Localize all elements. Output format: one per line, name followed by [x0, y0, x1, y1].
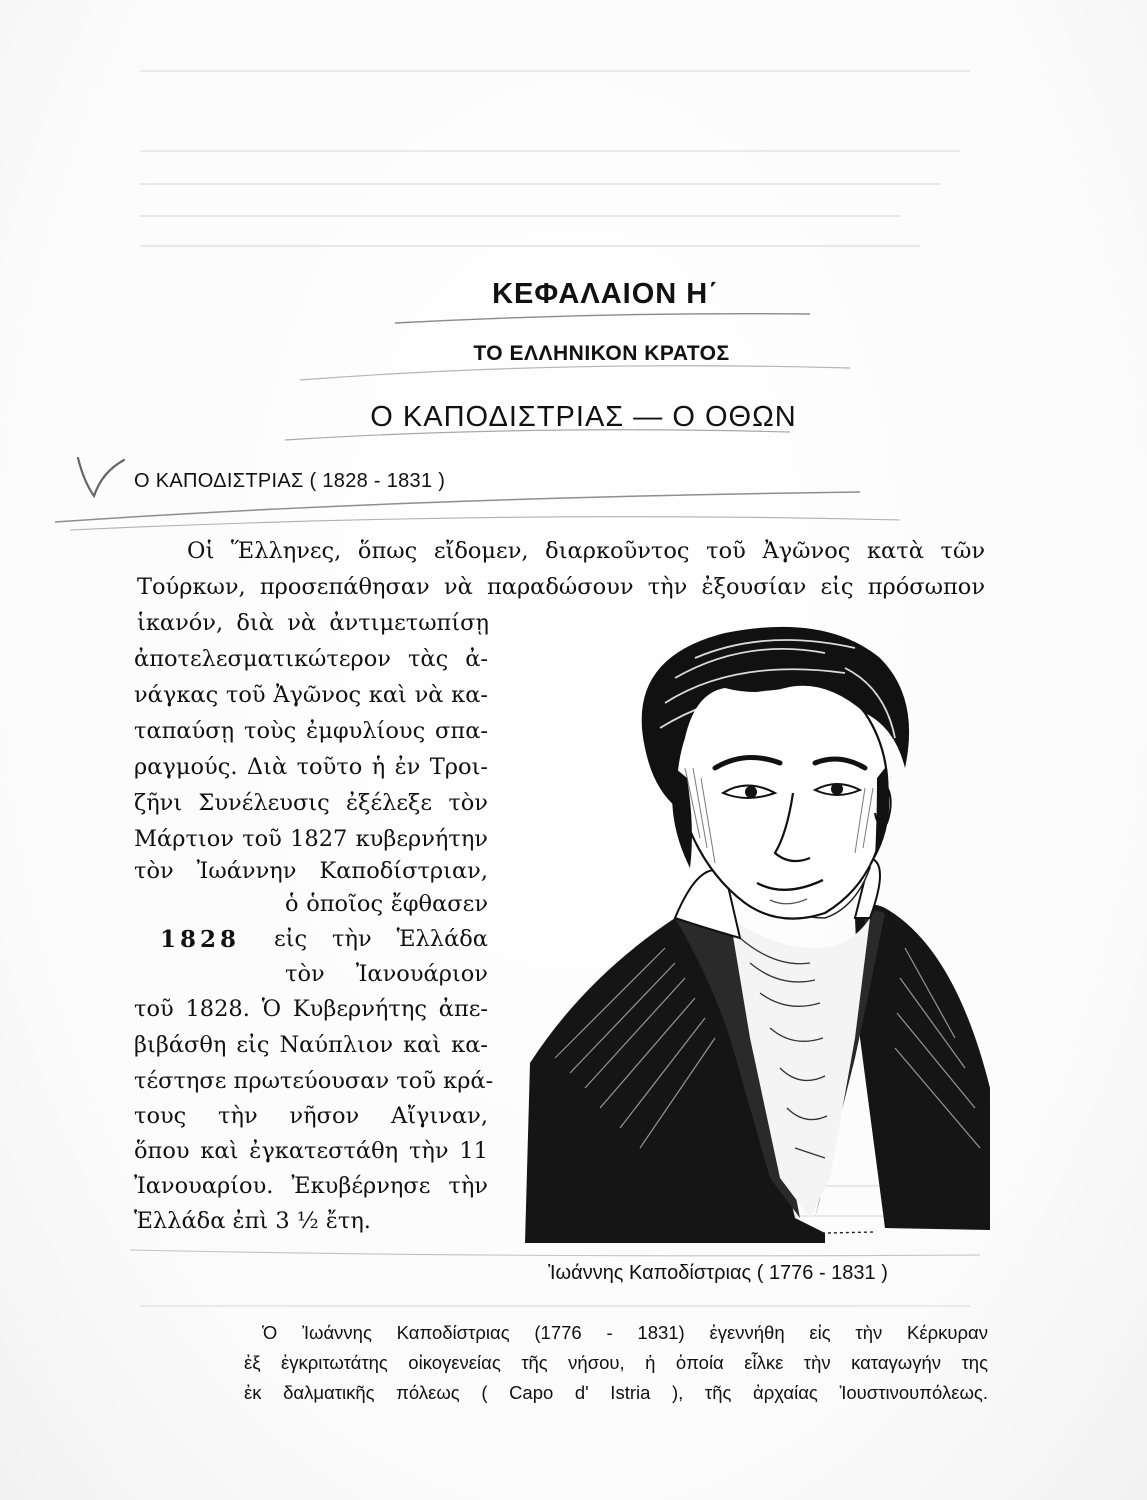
body-line: Τούρκων, προσεπάθησαν νὰ παραδώσουν τὴν ἐξουσίαν εἰς πρόσωπον: [137, 574, 985, 600]
body-line: ζῆνι Συνέλευσις ἐξέλεξε τὸν: [134, 790, 488, 816]
body-line: τὸν Ἰανουάριον: [285, 961, 488, 987]
body-line: ὁ ὁποῖος ἔφθασεν: [285, 891, 488, 917]
body-line: τοῦ 1828. Ὁ Κυβερνήτης ἀπε-: [134, 996, 488, 1022]
portrait-caption: Ἰωάννης Καποδίστριας ( 1776 - 1831 ): [548, 1262, 888, 1284]
section-title: ΤΟ ΕΛΛΗΝΙΚΟΝ ΚΡΑΤΟΣ: [473, 342, 730, 365]
note-line: ἐξ ἐγκριτωτάτης οἰκογενείας τῆς νήσου, ἡ ὁποία εἷλκε τὴν καταγωγήν της: [244, 1352, 988, 1373]
body-line: Ἑλλάδα ἐπὶ 3 ½ ἔτη.: [134, 1208, 371, 1234]
body-line: βιβάσθη εἰς Ναύπλιον καὶ κα-: [134, 1032, 488, 1058]
body-line: ἱκανόν, διὰ νὰ ἀντιμετωπίσῃ: [137, 610, 489, 636]
note-line: Ὁ Ἰωάννης Καποδίστριας (1776 - 1831) ἐγεννήθη εἰς τὴν Κέρκυραν: [262, 1322, 988, 1343]
body-line: Ἰανουαρίου. Ἐκυβέρνησε τὴν: [134, 1173, 488, 1199]
body-line: τέστησε πρωτεύουσαν τοῦ κρά-: [134, 1068, 494, 1094]
body-line: ἀποτελεσματικώτερον τὰς ἀ-: [134, 646, 488, 672]
period-heading: Ο ΚΑΠΟΔΙΣΤΡΙΑΣ ( 1828 - 1831 ): [134, 470, 446, 492]
body-line: Μάρτιον τοῦ 1827 κυβερνήτην: [134, 826, 488, 852]
body-line: ταπαύσῃ τοὺς ἐμφυλίους σπα-: [134, 718, 488, 744]
body-line: ραγμούς. Διὰ τοῦτο ἡ ἐν Τροι-: [134, 754, 488, 780]
body-line: εἰς τὴν Ἑλλάδα: [274, 926, 488, 952]
body-line: νάγκας τοῦ Ἀγῶνος καὶ νὰ κα-: [134, 682, 488, 708]
body-line: ὅπου καὶ ἐγκατεστάθη τὴν 11: [134, 1138, 488, 1164]
note-line: ἐκ δαλματικῆς πόλεως ( Capo d' Istria ), τῆς ἀρχαίας Ἰουστινουπόλεως.: [244, 1382, 988, 1403]
subsection-title: Ο ΚΑΠΟΔΙΣΤΡΙΑΣ — Ο ΟΘΩΝ: [370, 401, 797, 433]
body-line: τους τὴν νῆσον Αἴγιναν,: [134, 1103, 488, 1129]
body-line: Οἱ Ἕλληνες, ὅπως εἴδομεν, διαρκοῦντος τοῦ Ἀγῶνος κατὰ τῶν: [187, 538, 985, 564]
margin-year: 1828: [160, 926, 241, 953]
chapter-title: ΚΕΦΑΛΑΙΟΝ Η΄: [492, 278, 719, 310]
body-line: τὸν Ἰωάννην Καποδίστριαν,: [134, 858, 488, 884]
pencil-checkmark-icon: [72, 452, 132, 502]
portrait-engraving-icon: [525, 618, 990, 1243]
